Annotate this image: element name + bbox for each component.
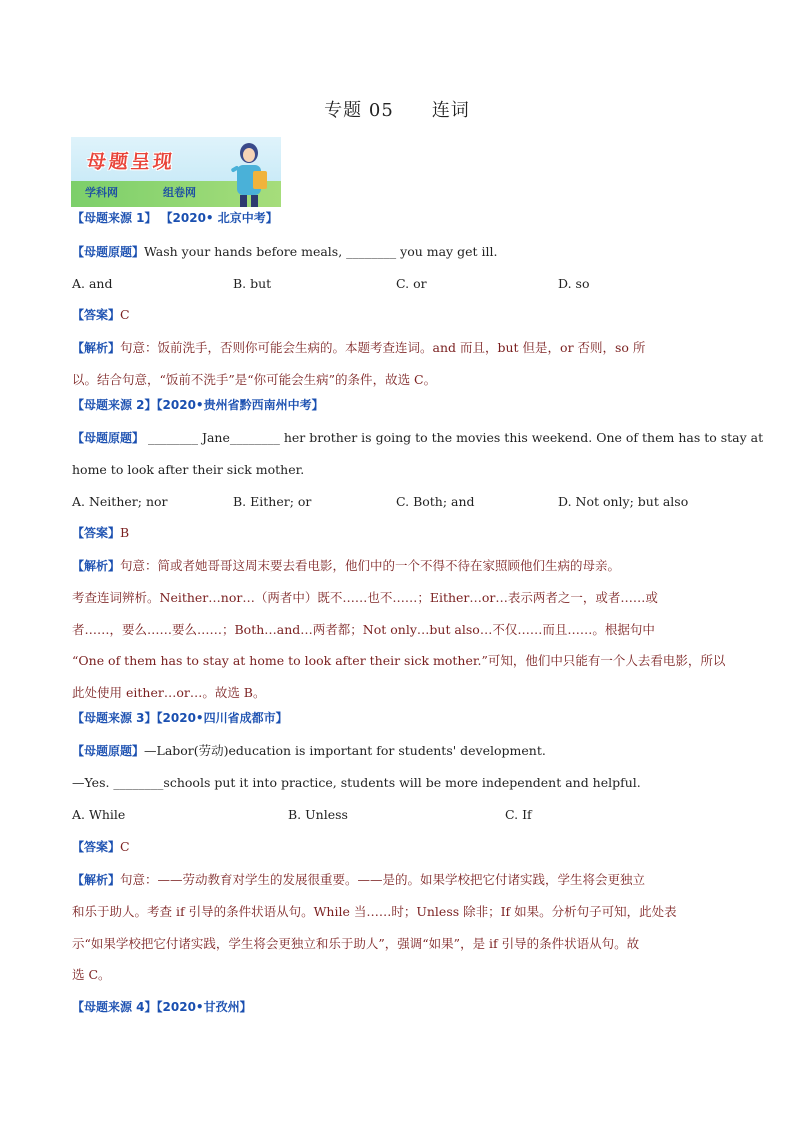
q2-answer: B bbox=[120, 525, 130, 540]
q3-analysis-text-1: 句意：——劳动教育对学生的发展很重要。——是的。如果学校把它付诸实践，学生将会更独立 bbox=[120, 872, 646, 887]
q1-stem-line bbox=[72, 244, 497, 260]
q2-analysis-text-1: 句意：简或者她哥哥这周末要去看电影，他们中的一个不得不待在家照顾他们生病的母亲。 bbox=[120, 558, 621, 573]
q3-stem-line-1 bbox=[72, 743, 546, 759]
q3-source-line bbox=[72, 710, 288, 726]
q1-option-a: A. and bbox=[72, 276, 113, 291]
q2-analysis-line-3: 者……，要么……要么……；Both…and…两者都；Not only…but also…不仅……而且……。根据句中 bbox=[72, 622, 655, 637]
q2-source-tag: 【母题来源 2】 bbox=[72, 398, 157, 412]
q3-answer: C bbox=[120, 839, 130, 854]
q1-answer-tag: 【答案】 bbox=[72, 308, 121, 322]
q2-option-d: D. Not only; but also bbox=[558, 494, 689, 509]
q1-stem-tag: 【母题原题】 bbox=[72, 245, 145, 259]
q1-option-c: C. or bbox=[396, 276, 427, 291]
q3-analysis-line-4: 选 C。 bbox=[72, 967, 111, 982]
q3-option-c: C. If bbox=[505, 807, 532, 822]
q1-option-b: B. but bbox=[233, 276, 272, 291]
q3-analysis-line-2: 和乐于助人。考查 if 引导的条件状语从句。While 当……时；Unless 除非；If 如果。分析句子可知，此处表 bbox=[72, 904, 677, 919]
q3-analysis-tag: 【解析】 bbox=[72, 873, 121, 887]
q2-analysis-line-4: “One of them has to stay at home to look after their sick mother.”可知，他们中只能有一个人去看电影，所以 bbox=[72, 653, 726, 668]
q4-source-line bbox=[72, 999, 252, 1015]
q1-source-line bbox=[72, 210, 278, 226]
q2-stem-line-1 bbox=[72, 430, 763, 446]
q3-stem-text-1: —Labor(劳动)education is important for students' development. bbox=[144, 743, 546, 758]
q2-analysis-line-5: 此处使用 either…or…。故选 B。 bbox=[72, 685, 266, 700]
q2-stem-tag: 【母题原题】 bbox=[72, 431, 145, 445]
q1-answer-line bbox=[72, 307, 130, 323]
banner-logo-zujuanwang: 组卷网 bbox=[163, 186, 196, 199]
q1-answer: C bbox=[120, 307, 130, 322]
title-topic-name: 连词 bbox=[431, 100, 470, 121]
q1-source-tag: 【母题来源 1】 bbox=[72, 211, 157, 225]
q3-option-a: A. While bbox=[72, 807, 126, 822]
section-banner bbox=[71, 137, 281, 207]
page-title bbox=[0, 96, 794, 122]
q2-analysis-line-2: 考查连词辨析。Neither…nor…（两者中）既不……也不……；Either…or…表示两者之一，或者……或 bbox=[72, 590, 658, 605]
q2-analysis-tag: 【解析】 bbox=[72, 559, 121, 573]
q2-option-a: A. Neither; nor bbox=[72, 494, 168, 509]
q1-analysis-line-2: 以。结合句意，“饭前不洗手”是“你可能会生病”的条件，故选 C。 bbox=[72, 372, 437, 387]
q2-source-line bbox=[72, 397, 324, 413]
q3-analysis-line-3: 示“如果学校把它付诸实践，学生将会更独立和乐于助人”，强调“如果”，是 if 引导的条件状语从句。故 bbox=[72, 936, 640, 951]
banner-logo-xuekewang: 学科网 bbox=[85, 186, 118, 199]
q2-stem-line-2: home to look after their sick mother. bbox=[72, 462, 305, 477]
q4-source: 【2020•甘孜州】 bbox=[156, 1000, 252, 1014]
q2-answer-line bbox=[72, 525, 129, 541]
q2-option-c: C. Both; and bbox=[396, 494, 475, 509]
q2-stem-text-1: ________ Jane________ her brother is going to the movies this weekend. One of them has to stay at bbox=[148, 430, 764, 445]
q1-analysis-tag: 【解析】 bbox=[72, 341, 121, 355]
q1-stem: Wash your hands before meals, ________ you may get ill. bbox=[144, 244, 498, 259]
q3-source: 【2020•四川省成都市】 bbox=[156, 711, 288, 725]
q1-analysis-text-1: 句意：饭前洗手，否则你可能会生病的。本题考查连词。and 而且，but 但是，or 否则，so 所 bbox=[120, 340, 646, 355]
q3-source-tag: 【母题来源 3】 bbox=[72, 711, 157, 725]
title-topic-number: 专题 05 bbox=[324, 100, 394, 121]
q3-answer-tag: 【答案】 bbox=[72, 840, 121, 854]
q3-option-b: B. Unless bbox=[288, 807, 348, 822]
q2-option-b: B. Either; or bbox=[233, 494, 312, 509]
q3-analysis-line-1 bbox=[72, 872, 645, 888]
teacher-illustration-icon bbox=[225, 141, 273, 207]
q4-source-tag: 【母题来源 4】 bbox=[72, 1000, 157, 1014]
banner-title: 母题呈现 bbox=[85, 151, 177, 173]
q3-stem-line-2: —Yes. ________schools put it into practice, students will be more independent and helpful. bbox=[72, 775, 641, 790]
q3-stem-tag: 【母题原题】 bbox=[72, 744, 145, 758]
q1-option-d: D. so bbox=[558, 276, 590, 291]
q2-source: 【2020•贵州省黔西南州中考】 bbox=[156, 398, 324, 412]
q1-source: 【2020• 北京中考】 bbox=[160, 211, 278, 225]
q2-answer-tag: 【答案】 bbox=[72, 526, 121, 540]
q2-analysis-line-1 bbox=[72, 558, 620, 574]
q3-answer-line bbox=[72, 839, 130, 855]
q1-analysis-line-1 bbox=[72, 340, 645, 356]
